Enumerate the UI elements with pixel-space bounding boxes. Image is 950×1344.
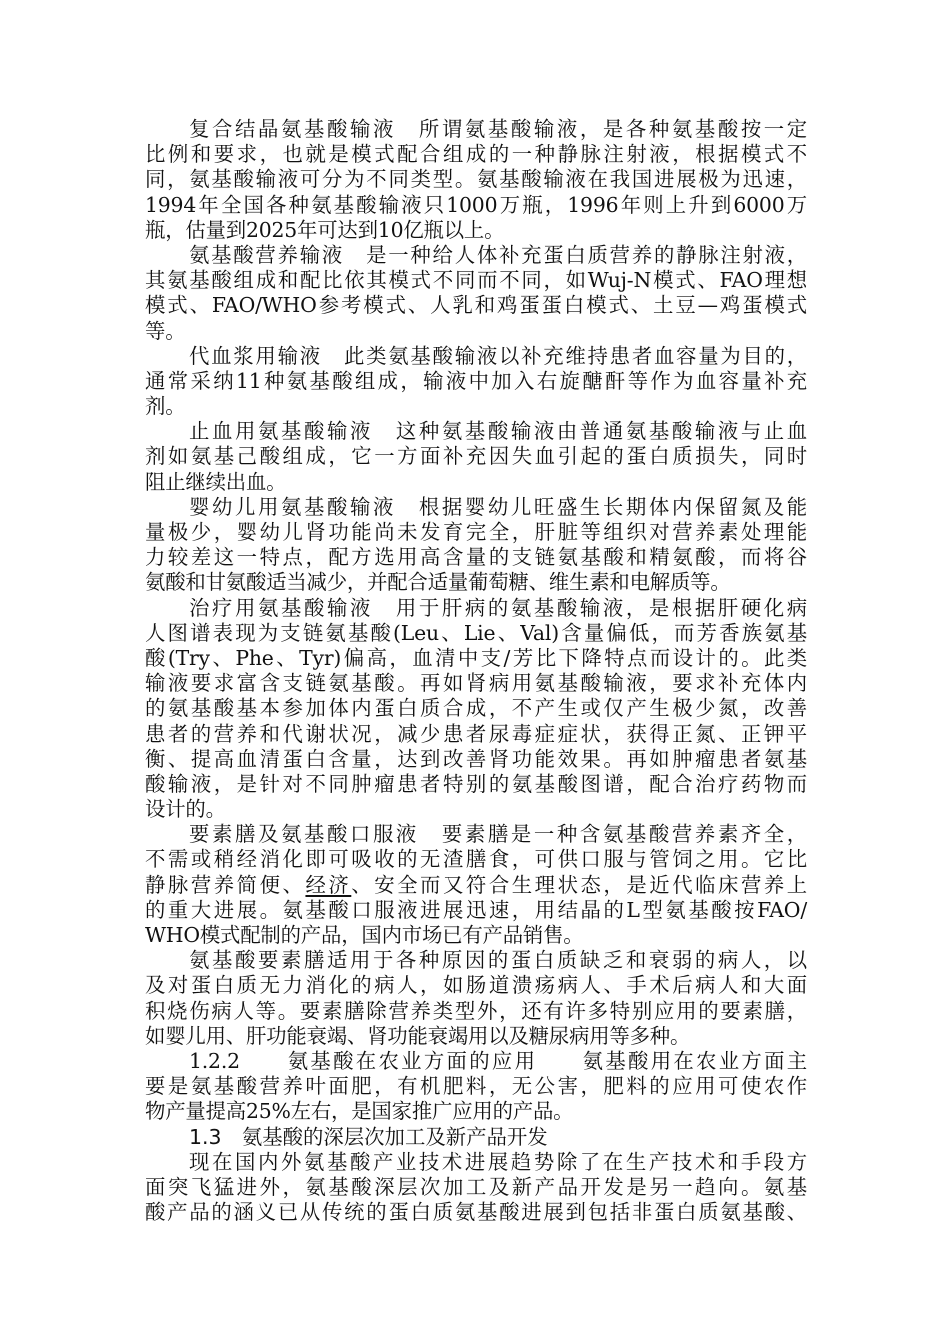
- text-line: 的氨基酸基本参加体内蛋白质合成，不产生或仅产生极少氮，改善: [145, 696, 807, 721]
- text-line: 不需或稍经消化即可吸收的无渣膳食，可供口服与管饲之用。它比: [145, 847, 807, 872]
- section-1-2-2-agriculture: [145, 1049, 807, 1125]
- text-line: 同，氨基酸输液可分为不同类型。氨基酸输液在我国进展极为迅速，: [145, 167, 807, 192]
- paragraph-therapeutic-infusion: [145, 596, 807, 823]
- paragraph-deep-processing: [145, 1150, 807, 1226]
- paragraph-infant-infusion: [145, 495, 807, 596]
- paragraph-elemental-diet-applications: [145, 948, 807, 1049]
- text-line: 要素膳及氨基酸口服液 要素膳是一种含氨基酸营养素齐全，: [189, 822, 807, 847]
- text-line: 面突飞猛进外，氨基酸深层次加工及新产品开发是另一趋向。氨基: [145, 1174, 807, 1199]
- text-line: 治疗用氨基酸输液 用于肝病的氨基酸输液，是根据肝硬化病: [189, 595, 807, 620]
- text-line: 要是氨基酸营养叶面肥，有机肥料，无公害，肥料的应用可使农作: [145, 1074, 807, 1099]
- section-heading-1-3: [145, 1125, 807, 1150]
- paragraph-elemental-diet-oral-liquid: [145, 822, 807, 948]
- text-line: 氨基酸要素膳适用于各种原因的蛋白质缺乏和衰弱的病人，以: [189, 948, 807, 973]
- text-line: 通常采纳11种氨基酸组成，输液中加入右旋醣酐等作为血容量补充: [145, 368, 807, 393]
- text-line: 量极少，婴幼儿肾功能尚未发育完全，肝脏等组织对营养素处理能: [145, 520, 807, 544]
- paragraph-compound-amino-acid-infusion: [145, 117, 807, 243]
- text-line: 剂如氨基己酸组成，它一方面补充因失血引起的蛋白质损失，同时: [145, 444, 807, 469]
- text-line: 婴幼儿用氨基酸输液 根据婴幼儿旺盛生长期体内保留氮及能: [189, 494, 807, 519]
- text-line: 的重大进展。氨基酸口服液进展迅速，用结晶的L型氨基酸按FAO/: [145, 897, 807, 922]
- paragraph-plasma-substitute-infusion: [145, 344, 807, 420]
- text-line-with-link: 静脉营养简便、经济、安全而又符合生理状态，是近代临床营养上: [145, 872, 807, 897]
- text-line: 止血用氨基酸输液 这种氨基酸输液由普通氨基酸输液与止血: [189, 419, 807, 444]
- document-body: [145, 117, 807, 1225]
- text-line: 剂。: [145, 394, 186, 419]
- text-line: 1994年全国各种氨基酸输液只1000万瓶，1996年则上升到6000万: [145, 192, 807, 217]
- text-line: 阻止继续出血。: [145, 469, 287, 494]
- text-line: 其氨基酸组成和配比依其模式不同而不同，如Wuj-N模式、FAO理想: [145, 268, 807, 293]
- text-line: 酸产品的涵义已从传统的蛋白质氨基酸进展到包括非蛋白质氨基酸、: [145, 1200, 807, 1225]
- text-line: 及对蛋白质无力消化的病人，如肠道溃疡病人、手术后病人和大面: [145, 973, 807, 998]
- text-line: 积烧伤病人等。要素膳除营养类型外，还有许多特别应用的要素膳，: [145, 998, 807, 1023]
- paragraph-nutrition-infusion: [145, 243, 807, 344]
- text-line: 物产量提高25%左右，是国家推广应用的产品。: [145, 1099, 574, 1124]
- text-line: 患者的营养和代谢状况，减少患者尿毒症症状，获得正氮、正钾平: [145, 721, 807, 746]
- economy-link[interactable]: 经济: [305, 872, 352, 897]
- text-line: 复合结晶氨基酸输液 所谓氨基酸输液，是各种氨基酸按一定: [189, 117, 807, 141]
- text-line: 氨酸和甘氨酸适当减少，并配合适量葡萄糖、维生素和电解质等。: [145, 570, 731, 595]
- text-line: 1.2.2 氨基酸在农业方面的应用 氨基酸用在农业方面主: [189, 1048, 807, 1073]
- text-line: 瓶，估量到2025年可达到10亿瓶以上。: [145, 217, 505, 242]
- section-heading-text: 1.3 氨基酸的深层次加工及新产品开发: [189, 1124, 548, 1149]
- text-line: 现在国内外氨基酸产业技术进展趋势除了在生产技术和手段方: [189, 1149, 807, 1174]
- text-line: 氨基酸营养输液 是一种给人体补充蛋白质营养的静脉注射液，: [189, 242, 807, 267]
- text-line: 衡、提高血清蛋白含量，达到改善肾功能效果。再如肿瘤患者氨基: [145, 746, 807, 771]
- text-line: 比例和要求，也就是模式配合组成的一种静脉注射液，根据模式不: [145, 142, 807, 167]
- paragraph-hemostatic-infusion: [145, 419, 807, 495]
- text-line: 酸输液，是针对不同肿瘤患者特别的氨基酸图谱，配合治疗药物而: [145, 771, 807, 796]
- text-line: 代血浆用输液 此类氨基酸输液以补充维持患者血容量为目的，: [189, 343, 807, 368]
- text-line: 输液要求富含支链氨基酸。再如肾病用氨基酸输液，要求补充体内: [145, 671, 807, 696]
- text-line: 设计的。: [145, 797, 226, 822]
- text-line: 人图谱表现为支链氨基酸(Leu、Lie、Val)含量偏低，而芳香族氨基: [145, 620, 807, 645]
- text-line: 酸(Try、Phe、Tyr)偏高，血清中支/芳比下降特点而设计的。此类: [145, 645, 807, 670]
- text-line: 力较差这一特点，配方选用高含量的支链氨基酸和精氨酸，而将谷: [145, 545, 807, 570]
- text-line: WHO模式配制的产品，国内市场已有产品销售。: [145, 923, 584, 947]
- text-line: 模式、FAO/WHO参考模式、人乳和鸡蛋蛋白模式、土豆—鸡蛋模式: [145, 293, 807, 318]
- text-line: 如婴儿用、肝功能衰竭、肾功能衰竭用以及糖尿病用等多种。: [145, 1023, 691, 1048]
- text-line: 等。: [145, 318, 186, 343]
